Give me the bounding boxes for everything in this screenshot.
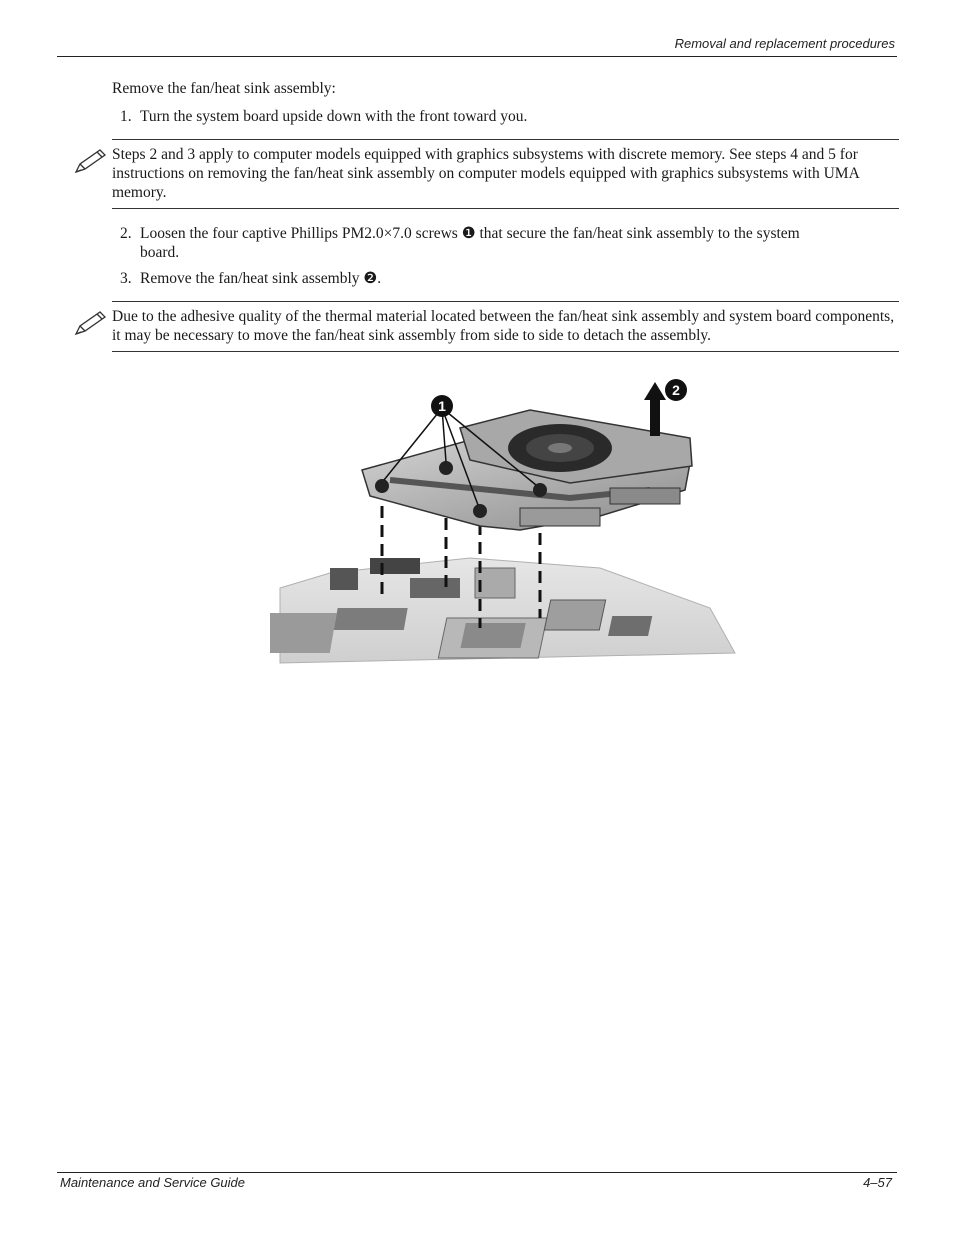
step-number: 2. [120,225,132,242]
running-header: Removal and replacement procedures [674,36,895,51]
pencil-note-icon [72,308,108,338]
svg-text:1: 1 [438,398,446,414]
callout-1 [431,395,453,417]
footer-page-number: 4–57 [863,1175,892,1190]
step-number: 3. [120,270,132,287]
footer-rule [57,1172,897,1173]
note-2 [112,301,899,352]
fan-heat-sink-assembly [362,410,692,530]
step-2 [120,224,840,262]
step-3 [120,269,840,288]
system-board [270,558,735,663]
step-text: Turn the system board upside down with the front toward you. [140,108,528,125]
step-number: 1. [120,108,132,125]
svg-text:2: 2 [672,382,680,398]
note-1 [112,139,899,209]
lift-arrow-icon [644,382,666,436]
pencil-note-icon [72,146,108,176]
footer-guide-title: Maintenance and Service Guide [60,1175,246,1190]
header-rule [57,56,897,57]
note-text: Due to the adhesive quality of the thermal material located between the fan/heat sink assembly and system board components, it may be necessary to move the fan/heat sink assembly from side to side to detach the assembly. [112,308,895,344]
callout-2 [665,379,687,401]
step-text: Loosen the four captive Phillips PM2.0×7.0 screws ❶ that secure the fan/heat sink assembly to the system board. [140,225,800,261]
step-text: Remove the fan/heat sink assembly ❷. [140,270,382,287]
intro-text: Remove the fan/heat sink assembly: [112,80,336,97]
note-text: Steps 2 and 3 apply to computer models equipped with graphics subsystems with discrete memory. See steps 4 and 5 for instructions on removing the fan/heat sink assembly on computer models equipped with graphics subsystems with UMA memory. [112,146,859,201]
fan-heat-sink-illustration [270,368,740,668]
step-1 [120,107,840,126]
